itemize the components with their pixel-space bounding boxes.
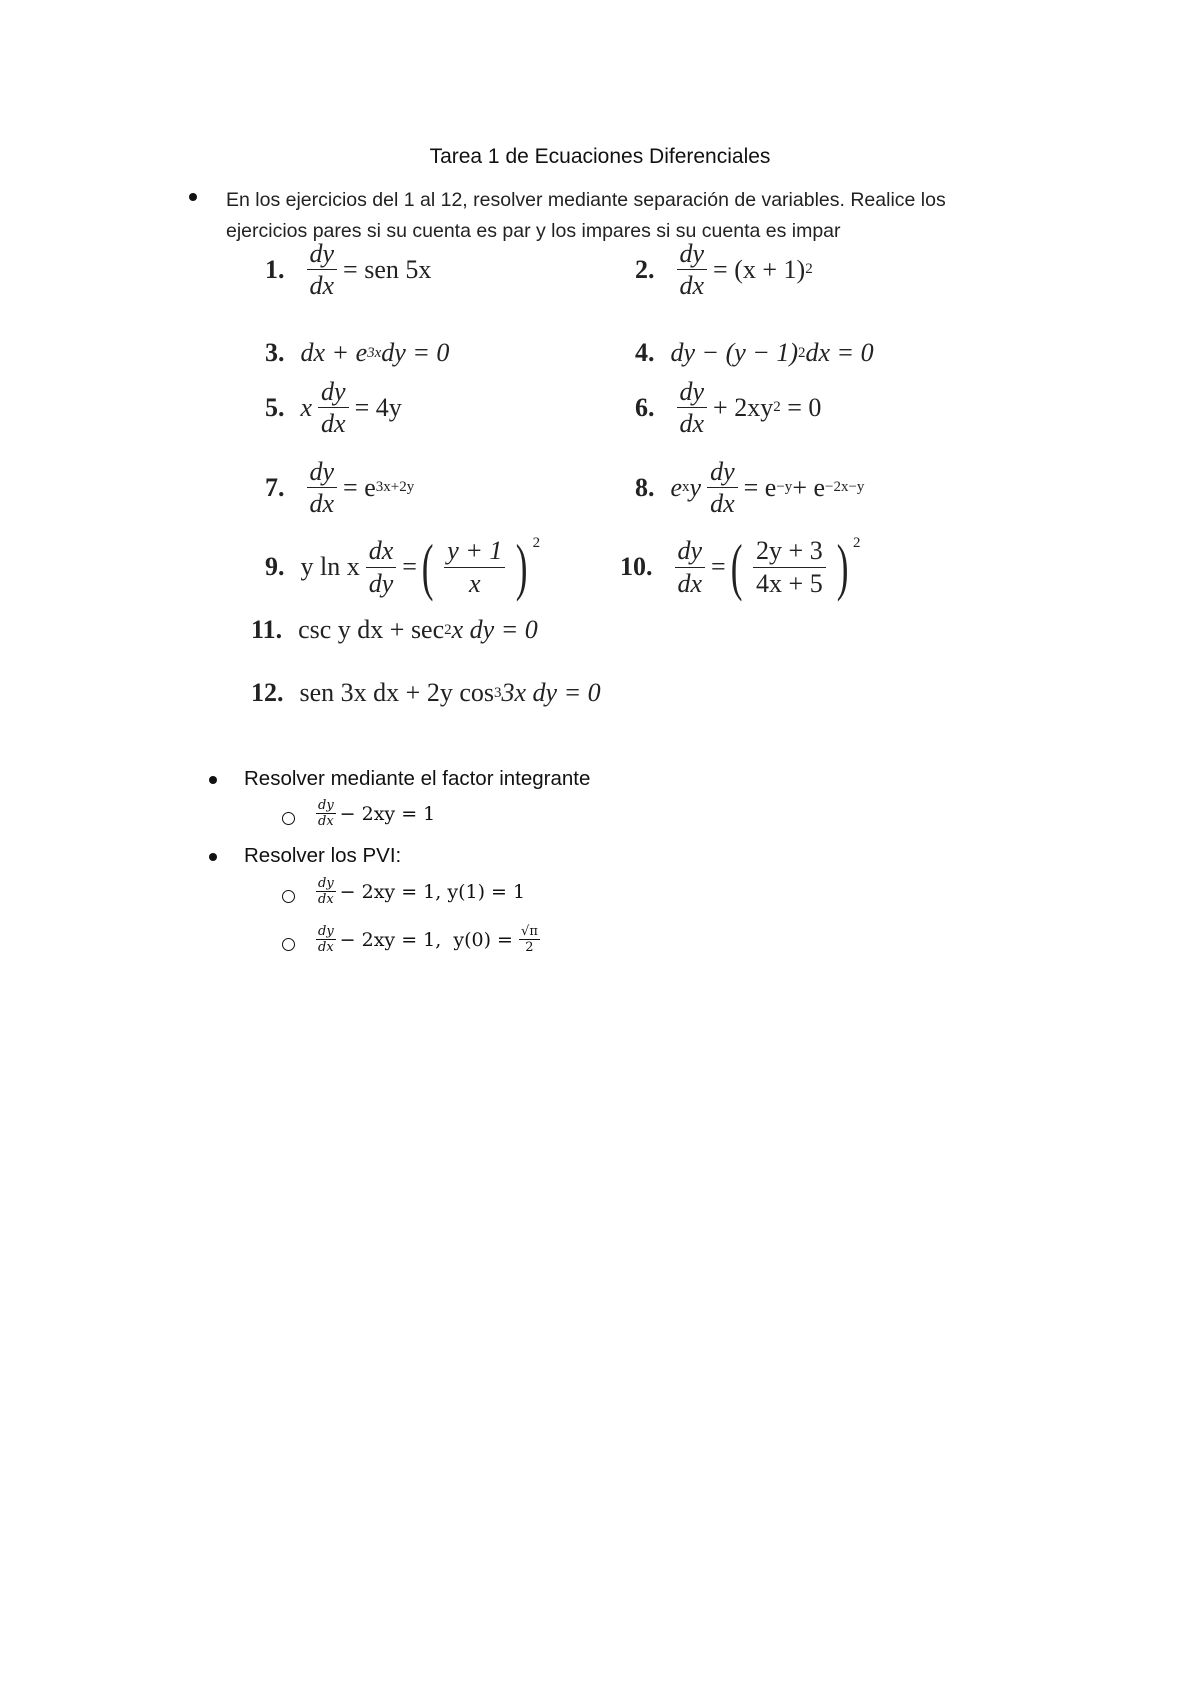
page-title: Tarea 1 de Ecuaciones Diferenciales xyxy=(429,145,771,168)
sub-bullet-marker xyxy=(282,890,295,903)
exercise-10: 10. $\frac{dy}{dx}$ = ( $\frac{2y + 3}{4x + 5}$ ) $^2$ xyxy=(620,531,861,602)
intro-instructions: En los ejercicios del 1 al 12, resolver mediante separación de variables. Realice los ejercicios pares si su cuenta es par y los impares si su cuenta es impar xyxy=(226,189,946,242)
exercise-7: 7. $\frac{dy}{dx}$ = e 3x+2y xyxy=(265,457,415,519)
bullet-marker xyxy=(209,853,217,861)
exercise-list xyxy=(225,240,1005,760)
pvi-equation-2: dy dx − 2xy = 1, y(0) = $\frac{√\pi}{2}$ xyxy=(318,924,538,955)
bullet-marker xyxy=(209,776,217,784)
exercise-8: 8. e x y $\frac{dy}{dx}$ = e −y + e −2x−y xyxy=(635,457,865,519)
exercise-4: 4. dy − (y − 1) 2 dx = 0 xyxy=(635,338,874,367)
sub-bullet-marker xyxy=(282,812,295,825)
exercise-1: 1. $\frac{dy}{dx}$ = sen 5x xyxy=(265,239,432,301)
bullet-marker xyxy=(189,193,197,201)
section-heading-factor: Resolver mediante el factor integrante xyxy=(244,767,591,790)
section-heading-pvi: Resolver los PVI: xyxy=(244,844,402,867)
exercise-6: 6. $\frac{dy}{dx}$ + 2xy 2 = 0 xyxy=(635,377,822,439)
exercise-3: 3. dx + e 3x dy = 0 xyxy=(265,338,450,367)
exercise-12: 12. sen 3x dx + 2y cos 3 3x dy = 0 xyxy=(251,678,601,707)
exercise-11: 11. csc y dx + sec 2 x dy = 0 xyxy=(251,615,538,644)
exercise-9: 9. y ln x $\frac{dx}{dy}$ = ( $\frac{y + 1}{x}$ ) $^2$ xyxy=(265,531,541,602)
pvi-equation-1: dy dx − 2xy = 1, y(1) = 1 xyxy=(318,876,526,907)
factor-equation: dy dx − 2xy = 1 xyxy=(318,798,436,829)
exercise-2: 2. $\frac{dy}{dx}$ = (x + 1) 2 xyxy=(635,239,813,301)
sub-bullet-marker xyxy=(282,938,295,951)
exercise-5: 5. x $\frac{dy}{dx}$ = 4y xyxy=(265,377,402,439)
